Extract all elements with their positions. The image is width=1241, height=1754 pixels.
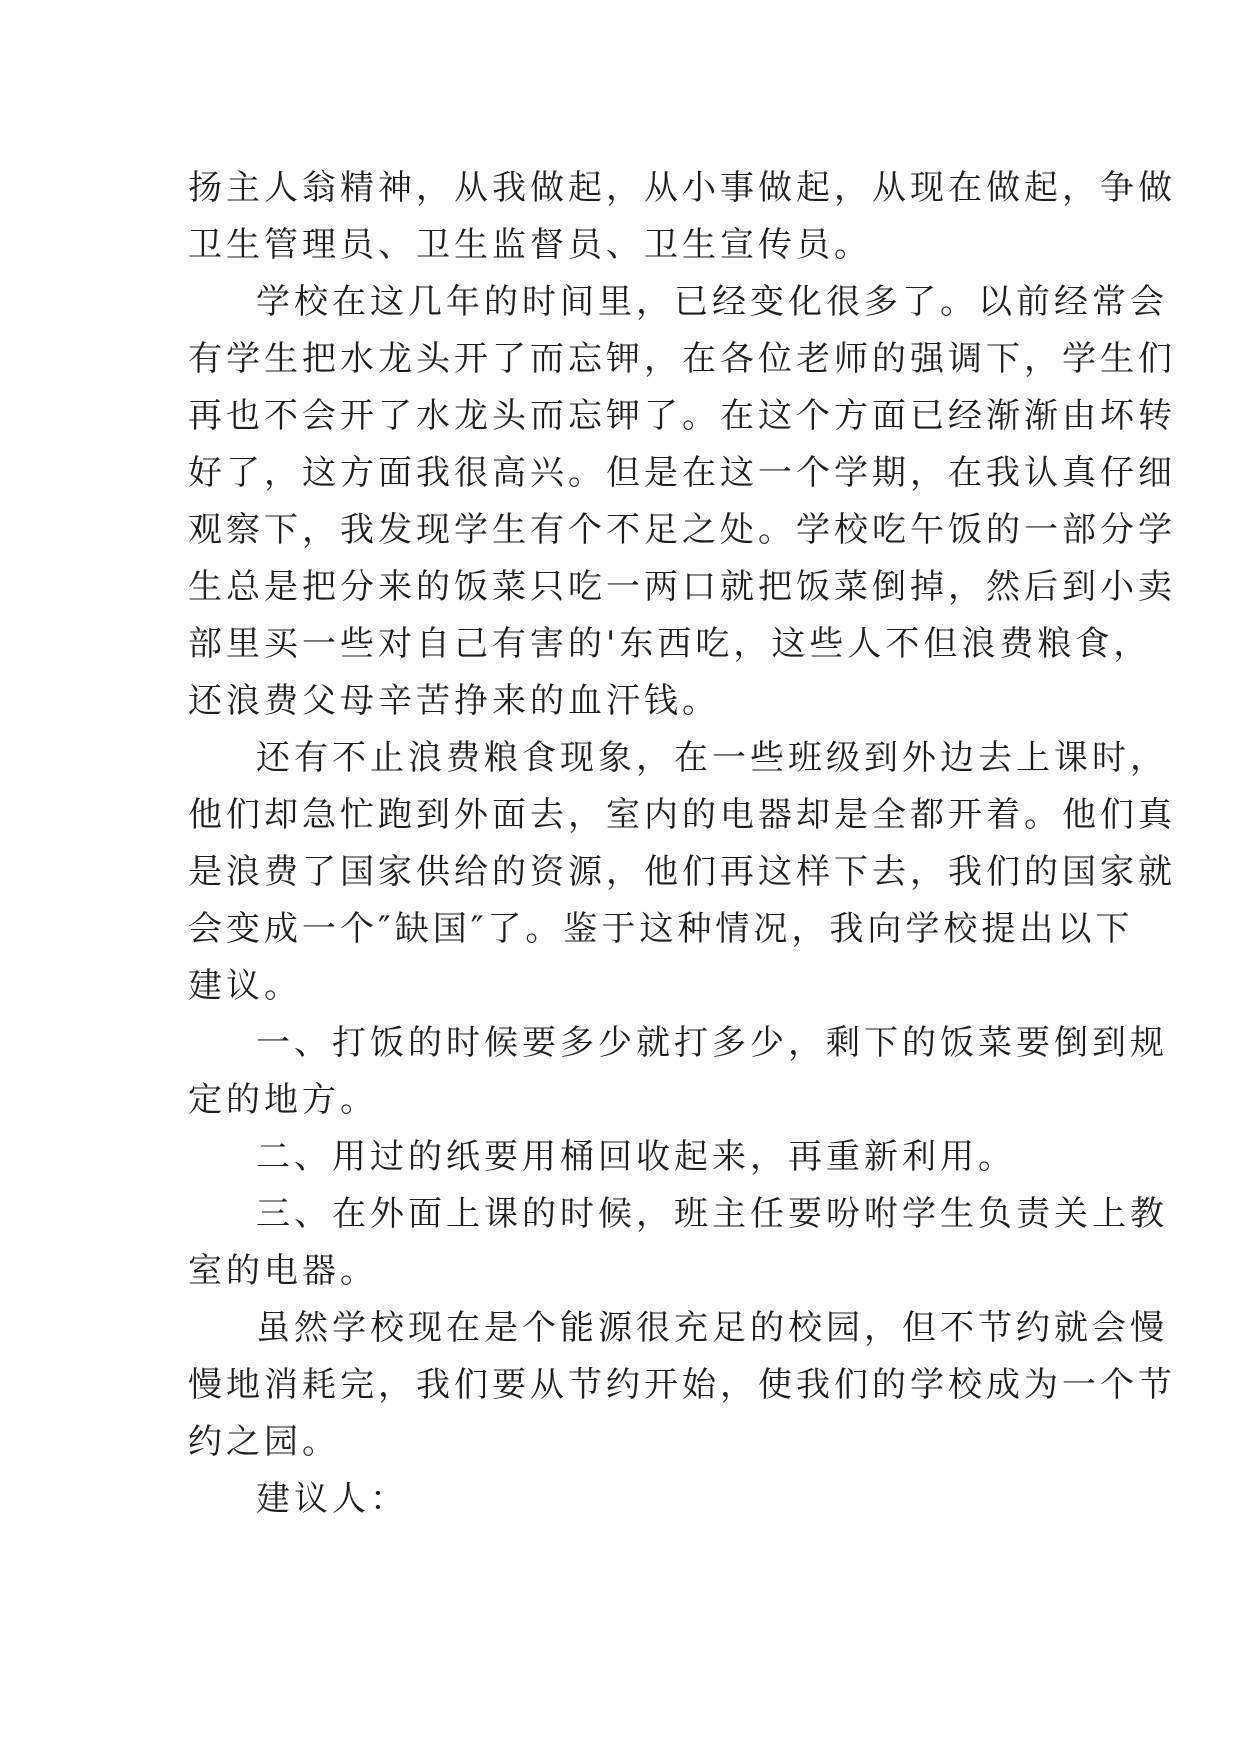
text-line: 建议。 [188, 966, 302, 1006]
text-line: 好了，这方面我很高兴。但是在这一个学期，在我认真仔细 [188, 453, 1176, 493]
signature-label: 建议人： [256, 1479, 408, 1519]
text-line: 二、用过的纸要用桶回收起来，再重新利用。 [256, 1137, 1016, 1177]
text-line: 会变成一个″缺国″了。鉴于这种情况，我向学校提出以下 [188, 909, 1134, 949]
text-line: 卫生管理员、卫生监督员、卫生宣传员。 [188, 225, 872, 265]
text-line: 室的电器。 [188, 1251, 378, 1291]
paragraph-7 [188, 1300, 1176, 1471]
paragraph-4 [188, 1015, 1168, 1129]
text-line: 一、打饭的时候要多少就打多少，剩下的饭菜要倒到规 [256, 1023, 1168, 1063]
document-body [188, 160, 1176, 1528]
text-line: 生总是把分来的饭菜只吃一两口就把饭菜倒掉，然后到小卖 [188, 567, 1176, 607]
paragraph-5 [188, 1129, 1068, 1186]
text-line: 再也不会开了水龙头而忘钾了。在这个方面已经渐渐由坏转 [188, 396, 1176, 436]
text-line: 还浪费父母辛苦挣来的血汗钱。 [188, 681, 720, 721]
paragraph-1 [188, 160, 1176, 274]
text-line: 扬主人翁精神，从我做起，从小事做起，从现在做起，争做 [188, 168, 1176, 208]
paragraph-6 [188, 1186, 1168, 1300]
paragraph-2 [188, 274, 1176, 730]
text-line: 他们却急忙跑到外面去，室内的电器却是全都开着。他们真 [188, 795, 1176, 835]
text-line: 慢地消耗完，我们要从节约开始，使我们的学校成为一个节 [188, 1365, 1176, 1405]
signature-paragraph [188, 1471, 1068, 1528]
text-line: 定的地方。 [188, 1080, 378, 1120]
text-line: 学校在这几年的时间里，已经变化很多了。以前经常会 [256, 282, 1168, 322]
text-line: 部里买一些对自己有害的'东西吃，这些人不但浪费粮食， [188, 624, 1152, 664]
text-line: 三、在外面上课的时候，班主任要吩咐学生负责关上教 [256, 1194, 1168, 1234]
text-line: 观察下，我发现学生有个不足之处。学校吃午饭的一部分学 [188, 510, 1176, 550]
text-line: 还有不止浪费粮食现象，在一些班级到外边去上课时， [256, 738, 1168, 778]
text-line: 约之园。 [188, 1422, 340, 1462]
text-line: 是浪费了国家供给的资源，他们再这样下去，我们的国家就 [188, 852, 1176, 892]
text-line: 有学生把水龙头开了而忘钾，在各位老师的强调下，学生们 [188, 339, 1176, 379]
paragraph-3 [188, 730, 1176, 1015]
text-line: 虽然学校现在是个能源很充足的校园，但不节约就会慢 [256, 1308, 1168, 1348]
